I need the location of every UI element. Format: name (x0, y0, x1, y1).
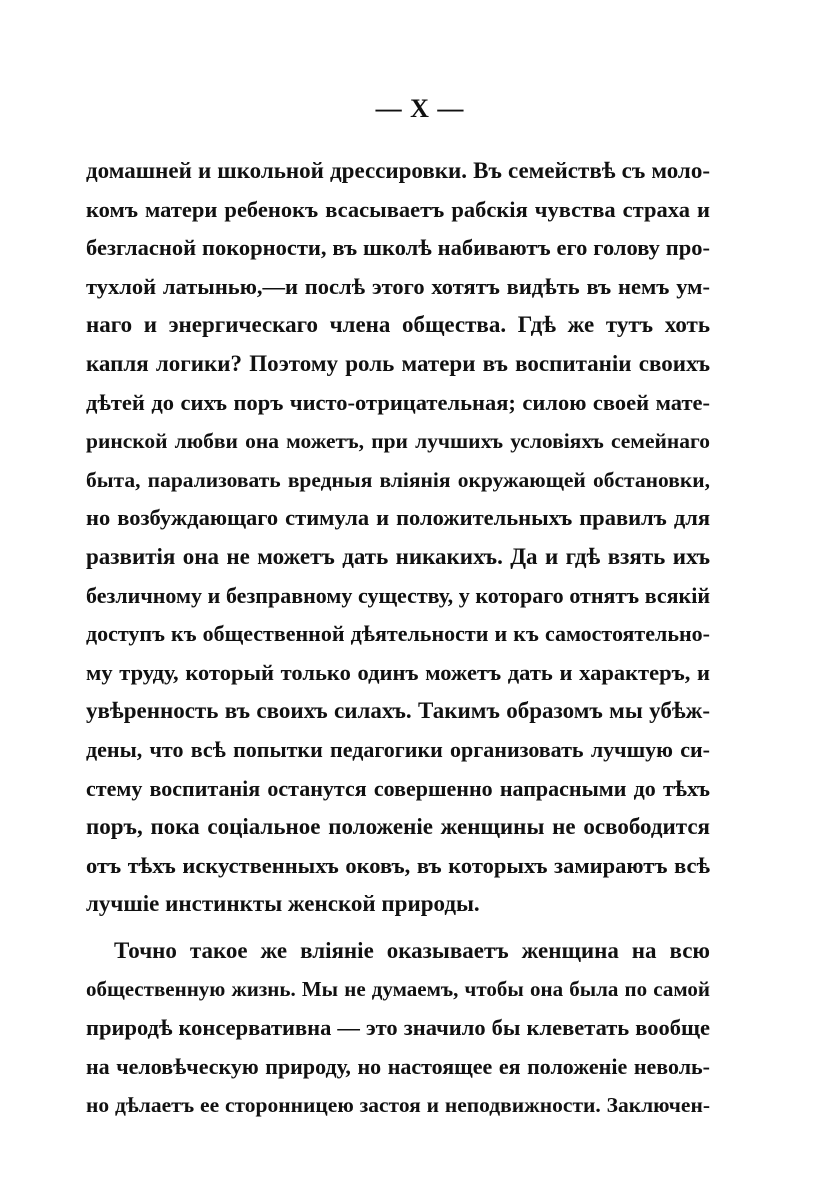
text-line: отъ тѣхъ искуственныхъ оковъ, въ которыхъ замираютъ всѣ (86, 852, 710, 878)
body-text (86, 152, 710, 1125)
text-line: наго и энергическаго члена общества. Гдѣ же тутъ хоть (86, 312, 710, 338)
text-line: Точно такое же вліяніе оказываетъ женщина на всю (114, 937, 710, 963)
text-line: быта, парализовать вредныя вліянія окружающей обстановки, (86, 467, 710, 492)
text-line: безличному и безправному существу, у котораго отнятъ всякій (86, 582, 710, 608)
text-line: капля логики? Поэтому роль матери въ воспитаніи своихъ (86, 350, 710, 376)
text-line: дѣтей до сихъ поръ чисто-отрицательная; силою своей мате- (86, 389, 710, 415)
paragraph-gap (86, 924, 710, 932)
text-line: безгласной покорности, въ школѣ набиваютъ его голову про- (86, 235, 710, 261)
text-line: комъ матери ребенокъ всасываетъ рабскія чувства страха и (86, 196, 710, 222)
text-line: общественную жизнь. Мы не думаемъ, чтобы она была по самой (86, 977, 710, 1002)
text-line: увѣренность въ своихъ силахъ. Такимъ образомъ мы убѣж- (86, 698, 710, 724)
paragraph-2 (86, 932, 710, 1125)
text-line: на человѣческую природу, но настоящее ея положеніе неволь- (86, 1053, 710, 1079)
text-line: домашней и школьной дрессировки. Въ семействѣ съ моло- (86, 158, 710, 183)
text-line: дены, что всѣ попытки педагогики организовать лучшую си- (86, 736, 710, 762)
text-line: развитія она не можетъ дать никакихъ. Да и гдѣ взять ихъ (86, 543, 710, 569)
text-line: тухлой латынью,—и послѣ этого хотятъ видѣть въ немъ ум- (86, 273, 710, 299)
page-number: — X — (375, 94, 465, 123)
text-line: поръ, пока соціальное положеніе женщины не освободится (86, 814, 710, 840)
text-line: ринской любви она можетъ, при лучшихъ условіяхъ семейнаго (86, 429, 710, 454)
text-line: доступъ къ общественной дѣятельности и къ самостоятельно- (86, 621, 710, 647)
text-line: но возбуждающаго стимула и положительныхъ правилъ для (86, 505, 710, 531)
text-line: но дѣлаетъ ее сторонницею застоя и неподвижности. Заключен- (86, 1093, 710, 1118)
text-line: му труду, который только одинъ можетъ дать и характеръ, и (86, 659, 710, 685)
text-line: природѣ консервативна — это значило бы клеветать вообще (86, 1015, 710, 1041)
text-line: лучшіе инстинкты женской природы. (86, 891, 480, 917)
paragraph-1 (86, 152, 710, 924)
text-line: стему воспитанія останутся совершенно напрасными до тѣхъ (86, 775, 710, 801)
